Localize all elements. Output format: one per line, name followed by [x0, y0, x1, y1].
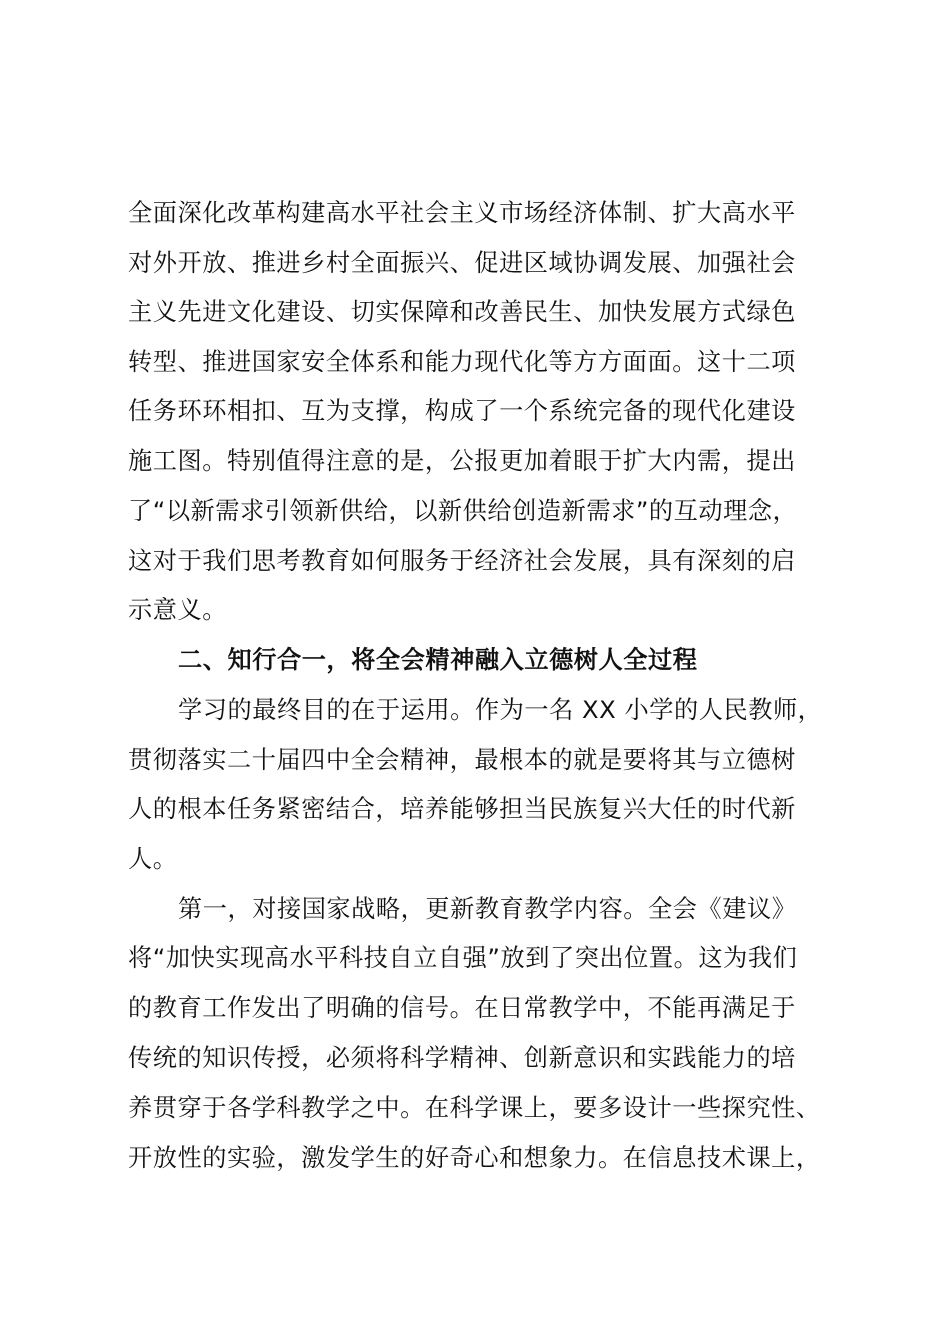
body-text-line: 的教育工作发出了明确的信号。在日常教学中，不能再满足于: [128, 994, 796, 1022]
body-text-line: 养贯穿于各学科教学之中。在科学课上，要多设计一些探究性、: [128, 1094, 821, 1122]
body-text-line: 全面深化改革构建高水平社会主义市场经济体制、扩大高水平: [128, 199, 796, 227]
body-text-line: 人的根本任务紧密结合，培养能够担当民族复兴大任的时代新: [128, 795, 796, 823]
body-text-line: 将“加快实现高水平科技自立自强”放到了突出位置。这为我们: [128, 944, 798, 972]
body-text-line: 任务环环相扣、互为支撑，构成了一个系统完备的现代化建设: [128, 397, 796, 425]
section-heading: 二、知行合一，将全会精神融入立德树人全过程: [178, 646, 698, 674]
body-text-line: 示意义。: [128, 596, 227, 624]
body-text-line: 主义先进文化建设、切实保障和改善民生、加快发展方式绿色: [128, 298, 796, 326]
paragraph-first-line: 学习的最终目的在于运用。作为一名 XX 小学的人民教师，: [178, 696, 823, 724]
body-text-line: 施工图。特别值得注意的是，公报更加着眼于扩大内需，提出: [128, 447, 796, 475]
body-text-line: 转型、推进国家安全体系和能力现代化等方方面面。这十二项: [128, 348, 796, 376]
paragraph-first-line: 第一，对接国家战略，更新教育教学内容。全会《建议》: [178, 895, 797, 923]
body-text-line: 贯彻落实二十届四中全会精神，最根本的就是要将其与立德树: [128, 746, 796, 774]
body-text-line: 这对于我们思考教育如何服务于经济社会发展，具有深刻的启: [128, 547, 796, 575]
body-text-line: 开放性的实验，激发学生的好奇心和想象力。在信息技术课上，: [128, 1144, 821, 1172]
body-text-line: 了“以新需求引领新供给，以新供给创造新需求”的互动理念，: [128, 497, 798, 525]
body-text-line: 对外开放、推进乡村全面振兴、促进区域协调发展、加强社会: [128, 249, 796, 277]
body-text-line: 人。: [128, 845, 178, 873]
body-text-line: 传统的知识传授，必须将科学精神、创新意识和实践能力的培: [128, 1044, 796, 1072]
